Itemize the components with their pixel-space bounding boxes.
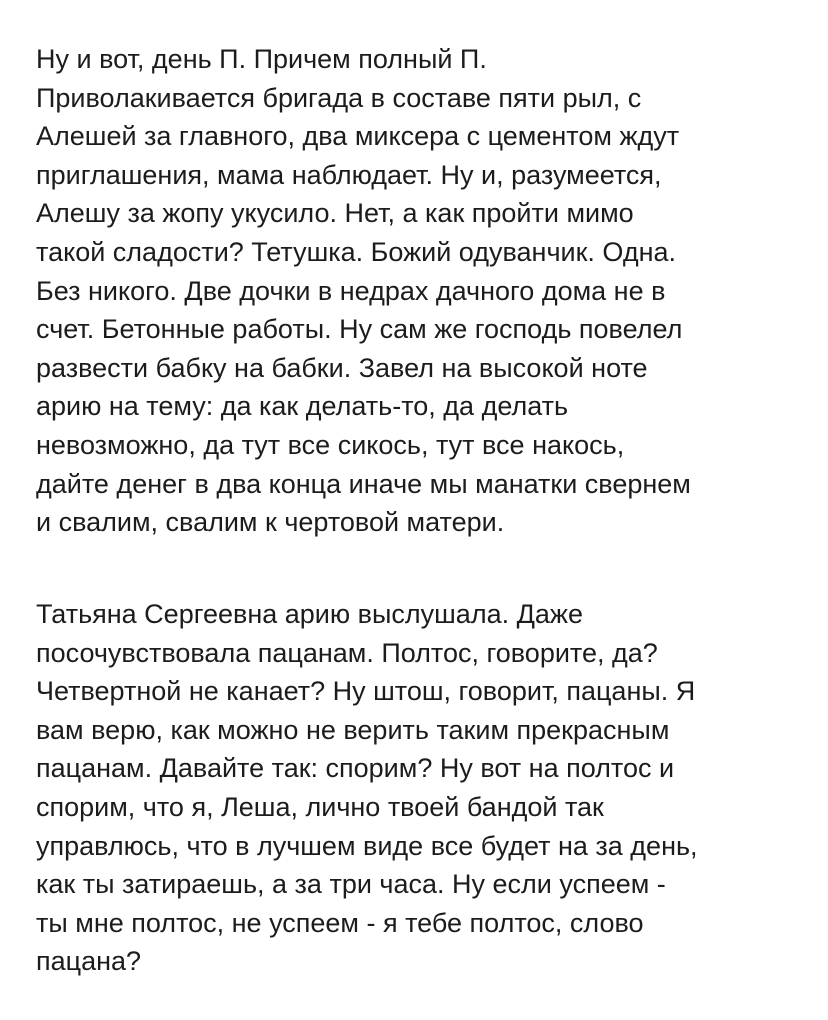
text-line: Приволакивается бригада в составе пяти рыл, с: [36, 82, 642, 113]
text-line: Ну и вот, день П. Причем полный П.: [36, 44, 487, 74]
text-line: дайте денег в два конца иначе мы манатки свернем: [36, 468, 691, 499]
text-line: управлюсь, что в лучшем виде все будет на за день,: [36, 830, 698, 861]
text-line: как ты затираешь, а за три часа. Ну если успеем -: [36, 869, 666, 900]
text-line: счет. Бетонные работы. Ну сам же господь повелел: [36, 314, 683, 345]
text-line: такой сладости? Тетушка. Божий одуванчик. Одна.: [36, 236, 677, 267]
text-line: Без никого. Две дочки в недрах дачного дома не в: [36, 275, 666, 306]
text-line: арию на тему: да как делать-то, да делать: [36, 391, 569, 422]
text-line: Алешу за жопу укусило. Нет, а как пройти мимо: [36, 198, 634, 229]
text-line: посочувствовала пацанам. Полтос, говорите, да?: [36, 637, 658, 668]
paragraph: [36, 595, 698, 981]
text-line: спорим, что я, Леша, лично твоей бандой так: [36, 791, 604, 822]
text-line: вам верю, как можно не верить таким прекрасным: [36, 714, 670, 745]
text-line: ты мне полтос, не успеем - я тебе полтос, слово: [36, 907, 644, 938]
text-line: приглашения, мама наблюдает. Ну и, разумеется,: [36, 159, 662, 190]
paragraph: [36, 40, 691, 542]
text-line: невозможно, да тут все сикось, тут все накось,: [36, 429, 625, 460]
text-line: пацана?: [36, 946, 142, 977]
text-line: и свалим, свалим к чертовой матери.: [36, 507, 505, 538]
text-line: развести бабку на бабки. Завел на высокой ноте: [36, 352, 648, 383]
text-line: Алешей за главного, два миксера с цементом ждут: [36, 121, 680, 152]
text-line: Татьяна Сергеевна арию выслушала. Даже: [36, 599, 583, 629]
text-line: Четвертной не канает? Ну штош, говорит, пацаны. Я: [36, 676, 696, 707]
text-line: пацанам. Давайте так: спорим? Ну вот на полтос и: [36, 753, 675, 784]
